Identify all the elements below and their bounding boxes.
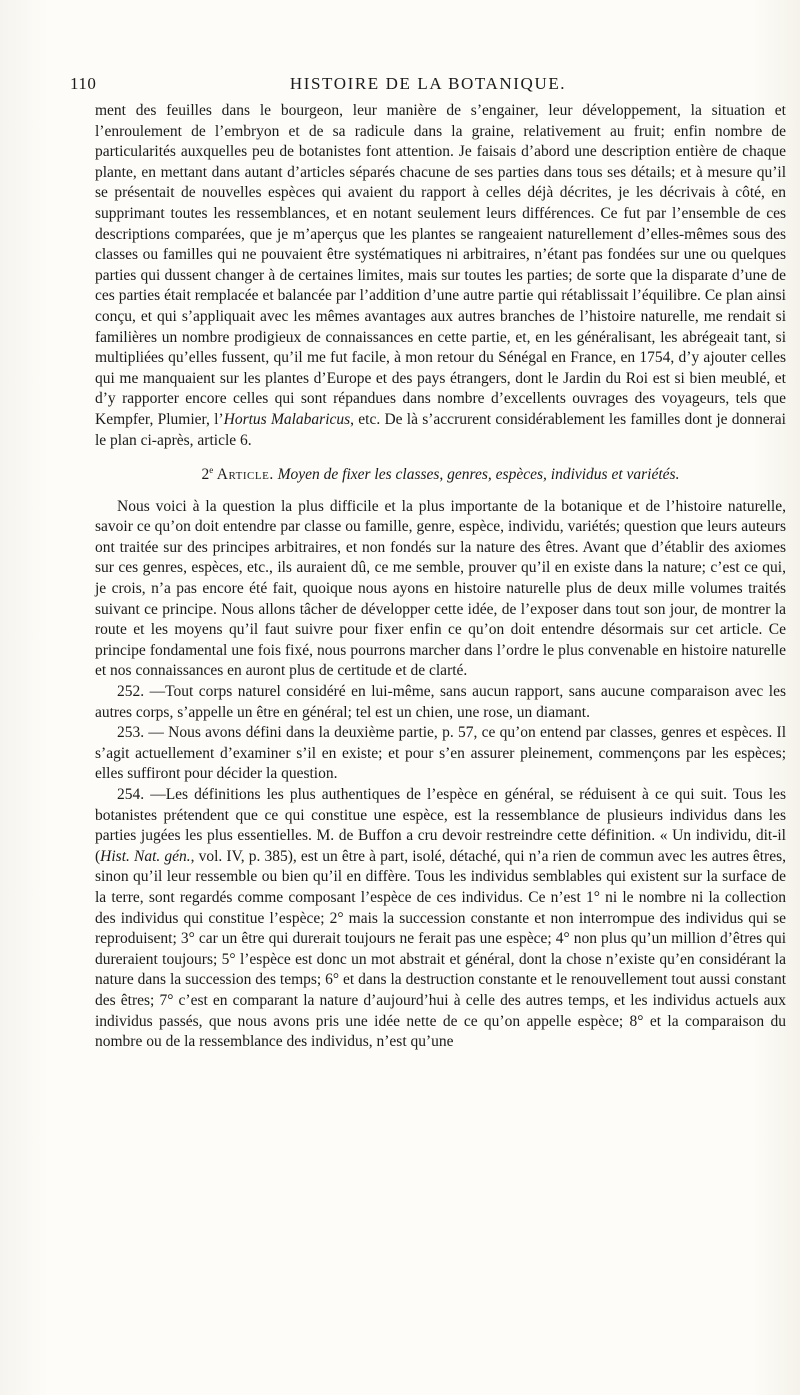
paragraph-continuation bbox=[95, 101, 786, 451]
paragraph-253: 253. — Nous avons défini dans la deuxième partie, p. 57, ce qu’on entend par classes, genres et espèces. Il s’agit actuellement d’examiner s’il en existe; et pour s’en assurer pleinement, commençons par les espèces; elles suffiront pour décider la question. bbox=[95, 724, 786, 783]
page-header bbox=[70, 74, 786, 96]
paragraph-introduction: Nous voici à la question la plus difficile et la plus importante de la botanique et de l’histoire naturelle, savoir ce qu’on doit entendre par classe ou famille, genre, espèce, individu, variétés; question que leurs auteurs ont traitée sur des principes arbitraires, et non fondés sur la nature des êtres. Avant que d’établir des axiomes sur ces genres, espèces, etc., ils auraient dû, ce me semble, prouver qu’il en existe dans la nature; c’est ce qui, je crois, n’a pas encore été fait, quoique nous ayons en histoire naturelle plus de deux mille volumes traités suivant ce principe. Nous allons tâcher de développer cette idée, de l’exposer dans tout son jour, de montrer la route et les moyens qu’il faut suivre pour fixer enfin ce qu’on doit entendre désormais sur cet article. Ce principe fondamental une fois fixé, nous pourrons marcher dans l’ordre le plus convenable en histoire naturelle et nos connaissances en auront plus de certitude et de clarté. bbox=[95, 497, 786, 680]
paragraph-text: , etc. De là s’accrurent considérablement les familles dont je donnerai le plan ci-après, article 6. bbox=[95, 410, 786, 449]
paragraph-254 bbox=[95, 785, 786, 1053]
body-text bbox=[95, 101, 786, 1053]
paragraph-252: 252. —Tout corps naturel considéré en lui-même, sans aucun rapport, sans aucune comparaison avec les autres corps, s’appelle un être en général; tel est un chien, une rose, un diamant. bbox=[95, 683, 786, 721]
paragraph-text: 254. —Les définitions les plus authentiques de l’espèce en général, se réduisent à ce qui suit. Tous les botanistes prétendent que ce qui constitue une espèce, est la ressemblance de plusieurs individus dans les parties jugées les plus essentielles. M. de Buffon a cru devoir restreindre cette définition. « Un individu, dit-il ( bbox=[95, 786, 786, 865]
section-title: Moyen de fixer les classes, genres, espèces, individus et variétés. bbox=[277, 466, 680, 484]
section-label: Article. bbox=[213, 466, 274, 484]
paragraph-text: , vol. IV, p. 385), est un être à part, isolé, détaché, qui n’a rien de commun avec les autres êtres, sinon qu’il leur ressemble ou bien qu’il en diffère. Tous les individus semblables qui existent sur la surface de la terre, sont regardés comme composant l’espèce de ces individus. Ce n’est 1° ni le nombre ni la collection des individus qui constitue l’espèce; 2° mais la succession constante et non interrompue des individus qui se reproduisent; 3° car un être qui durerait toujours ne ferait pas une espèce; 4° non plus qu’un million d’êtres qui dureraient toujours; 5° l’espèce est donc un mot abstrait et général, dont la chose n’existe qu’en considérant la nature dans la succession des temps; 6° et dans la destruction constante et le renouvellement tout aussi constant des êtres; 7° c’est en comparant la nature d’aujourd’hui à celle des autres temps, et les individus actuels aux individus passés, que nous avons pris une idée nette de ce qu’on appelle espèce; 8° et la comparaison du nombre ou de la ressemblance des individus, n’est qu’une bbox=[95, 847, 786, 1051]
paragraph-text: ment des feuilles dans le bourgeon, leur manière de s’engainer, leur développement, la situation et l’enroulement de l’embryon et de sa radicule dans la graine, relativement au fruit; enfin nombre de particularités auxquelles peu de botanistes font attention. Je faisais d’abord une description entière de chaque plante, en mettant dans autant d’articles séparés chacune de ses parties dans tous ses détails; et à mesure qu’il se présentait de nouvelles espèces qui avaient du rapport à celles déjà décrites, je les décrivais à côté, en supprimant toutes les ressemblances, et en notant seulement leurs différences. Ce fut par l’ensemble de ces descriptions comparées, que je m’aperçus que les plantes se rangeaient naturellement d’elles-mêmes sous des classes ou familles qui ne pouvaient être systématiques ni arbitraires, n’étant pas fondées sur une ou quelques parties qui dussent changer à de certaines limites, mais sur toutes les parties; de sorte que la disparate d’une de ces parties était remplacée et balancée par l’addition d’une autre partie qui rétablissait l’équilibre. Ce plan ainsi conçu, et qui s’appliquait avec les mêmes avantages aux autres branches de l’histoire naturelle, me rendait si familières un nombre prodigieux de connaissances en cette partie, et, en les généralisant, les abrégeait tant, si multipliées qu’elles fussent, qu’il me fut facile, à mon retour du Sénégal en France, en 1754, d’y ajouter celles qui me manquaient sur les plantes d’Europe et des pays étrangers, dont le Jardin du Roi est si bien meublé, et d’y rapporter encore celles qui sont répandues dans nombre d’excellents ouvrages des voyageurs, tels que Kempfer, Plumier, l’ bbox=[95, 102, 786, 428]
citation-italic: Hist. Nat. gén. bbox=[100, 847, 191, 865]
book-title-italic: Hortus Malabaricus bbox=[223, 410, 351, 428]
section-heading bbox=[95, 465, 786, 486]
running-title: HISTOIRE DE LA BOTANIQUE. bbox=[289, 74, 567, 93]
section-number: 2 bbox=[201, 466, 210, 484]
section-ordinal-suffix: e bbox=[209, 464, 214, 475]
page-number: 110 bbox=[70, 74, 97, 93]
